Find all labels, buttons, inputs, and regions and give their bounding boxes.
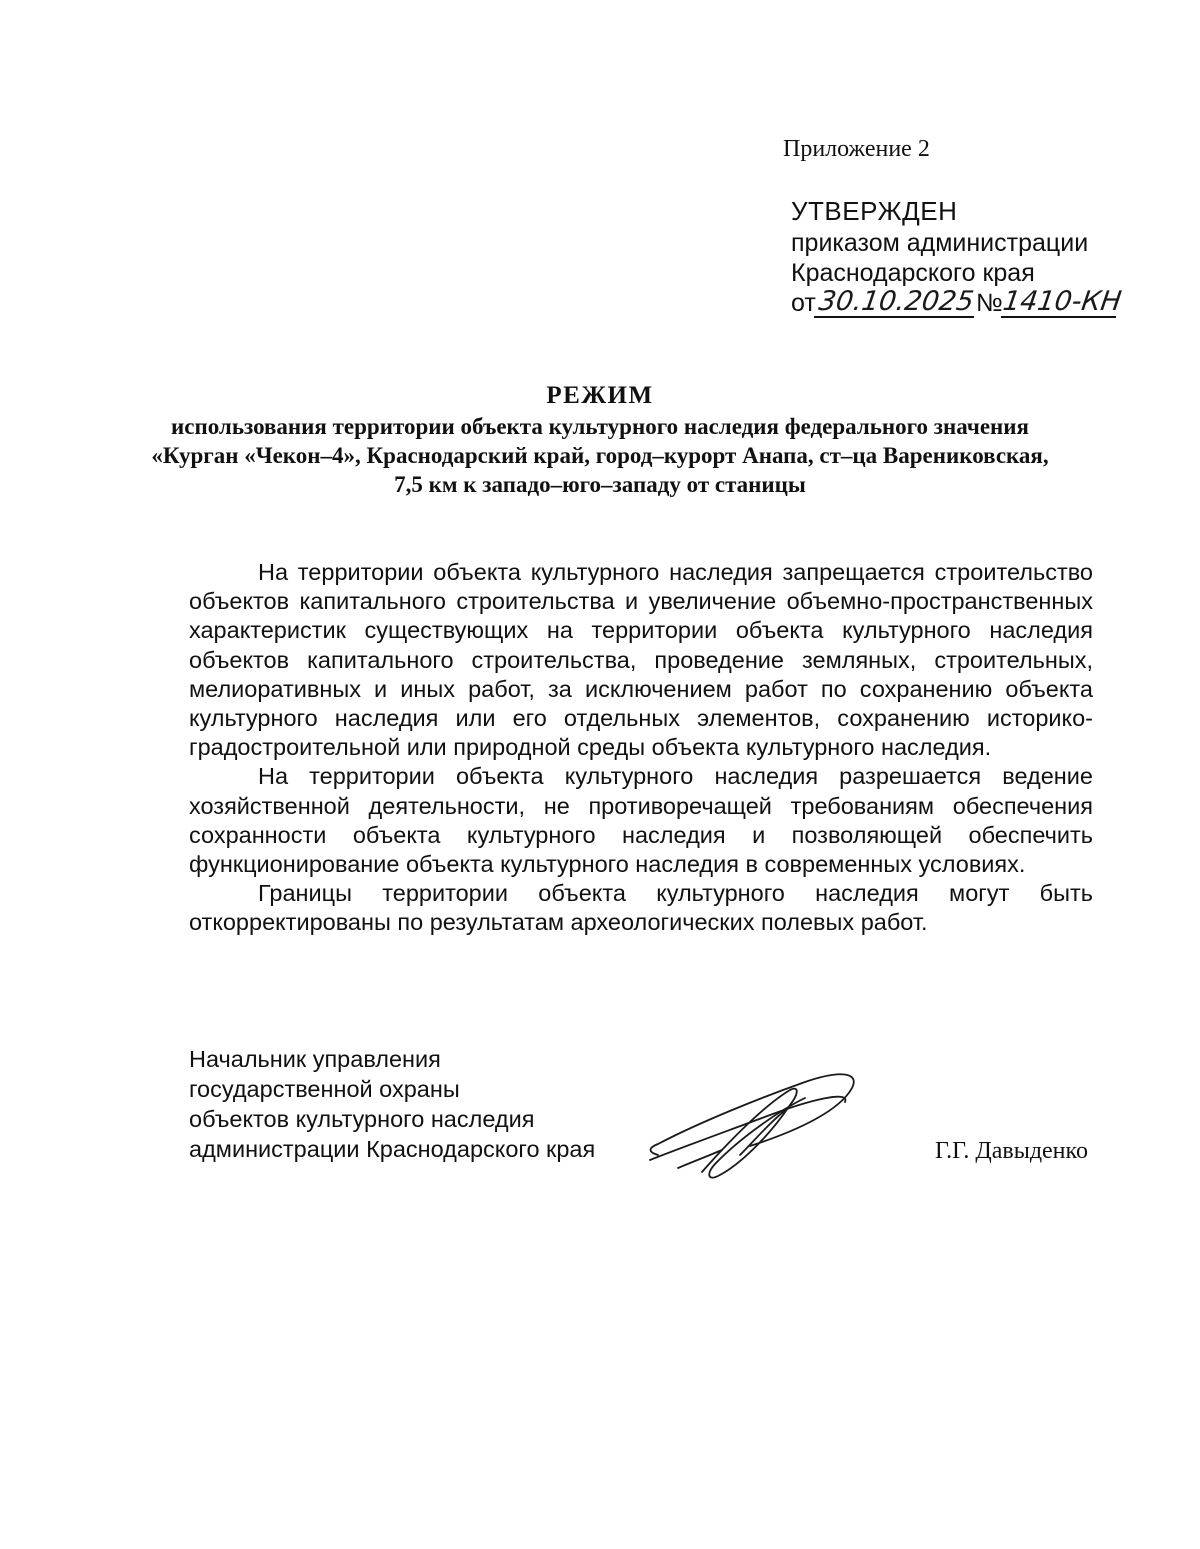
document-title xyxy=(150,380,1050,499)
order-date-handwritten: 30.10.2025 xyxy=(814,288,978,318)
approved-by-line-1: приказом администрации xyxy=(791,229,1089,257)
approved-heading: УТВЕРЖДЕН xyxy=(791,196,958,226)
title-subtitle: использования территории объекта культурного наследия федерального значения «Курган «Чекон–4», Краснодарский край, город–курорт Анапа, ст–ца Варениковская, 7,5 км к западо–юго–западу от станицы xyxy=(151,414,1049,497)
signatory-position xyxy=(189,1044,595,1164)
position-line-3: объектов культурного наследия xyxy=(189,1106,535,1132)
position-line-2: государственной охраны xyxy=(189,1076,460,1102)
approval-block xyxy=(791,196,1123,320)
body-text xyxy=(189,558,1093,938)
handwritten-signature xyxy=(640,1060,870,1190)
position-line-1: Начальник управления xyxy=(189,1046,441,1072)
appendix-label: Приложение 2 xyxy=(783,136,930,162)
order-reference xyxy=(791,286,1123,320)
title-main: РЕЖИМ xyxy=(546,382,654,409)
signatory-name: Г.Г. Давыденко xyxy=(935,1138,1088,1164)
body-paragraph-3: Границы территории объекта культурного наследия могут быть откорректированы по результатам археологических полевых работ. xyxy=(189,880,1093,936)
position-line-4: администрации Краснодарского края xyxy=(189,1136,596,1162)
approved-by-line-2: Краснодарского края xyxy=(791,259,1035,287)
body-paragraph-2: На территории объекта культурного наследия разрешается ведение хозяйственной деятельности, не противоречащей требованиям обеспечения сохранности объекта культурного наследия и позволяющей обеспечить функционирование объекта культурного наследия в современных условиях. xyxy=(189,763,1093,878)
body-paragraph-1: На территории объекта культурного наследия запрещается строительство объектов капитального строительства и увеличение объемно-пространственных характеристик существующих на территории объекта культурного наследия объектов капитального строительства, проведение земляных, строительных, мелиоративных и иных работ, за исключением работ по сохранению объекта культурного наследия или его отдельных элементов, сохранению историко-градостроительной или природной среды объекта культурного наследия. xyxy=(189,559,1093,761)
date-prefix: от xyxy=(791,289,816,317)
order-number-handwritten: 1410-КН xyxy=(1000,286,1123,317)
number-prefix: № xyxy=(975,289,1003,317)
